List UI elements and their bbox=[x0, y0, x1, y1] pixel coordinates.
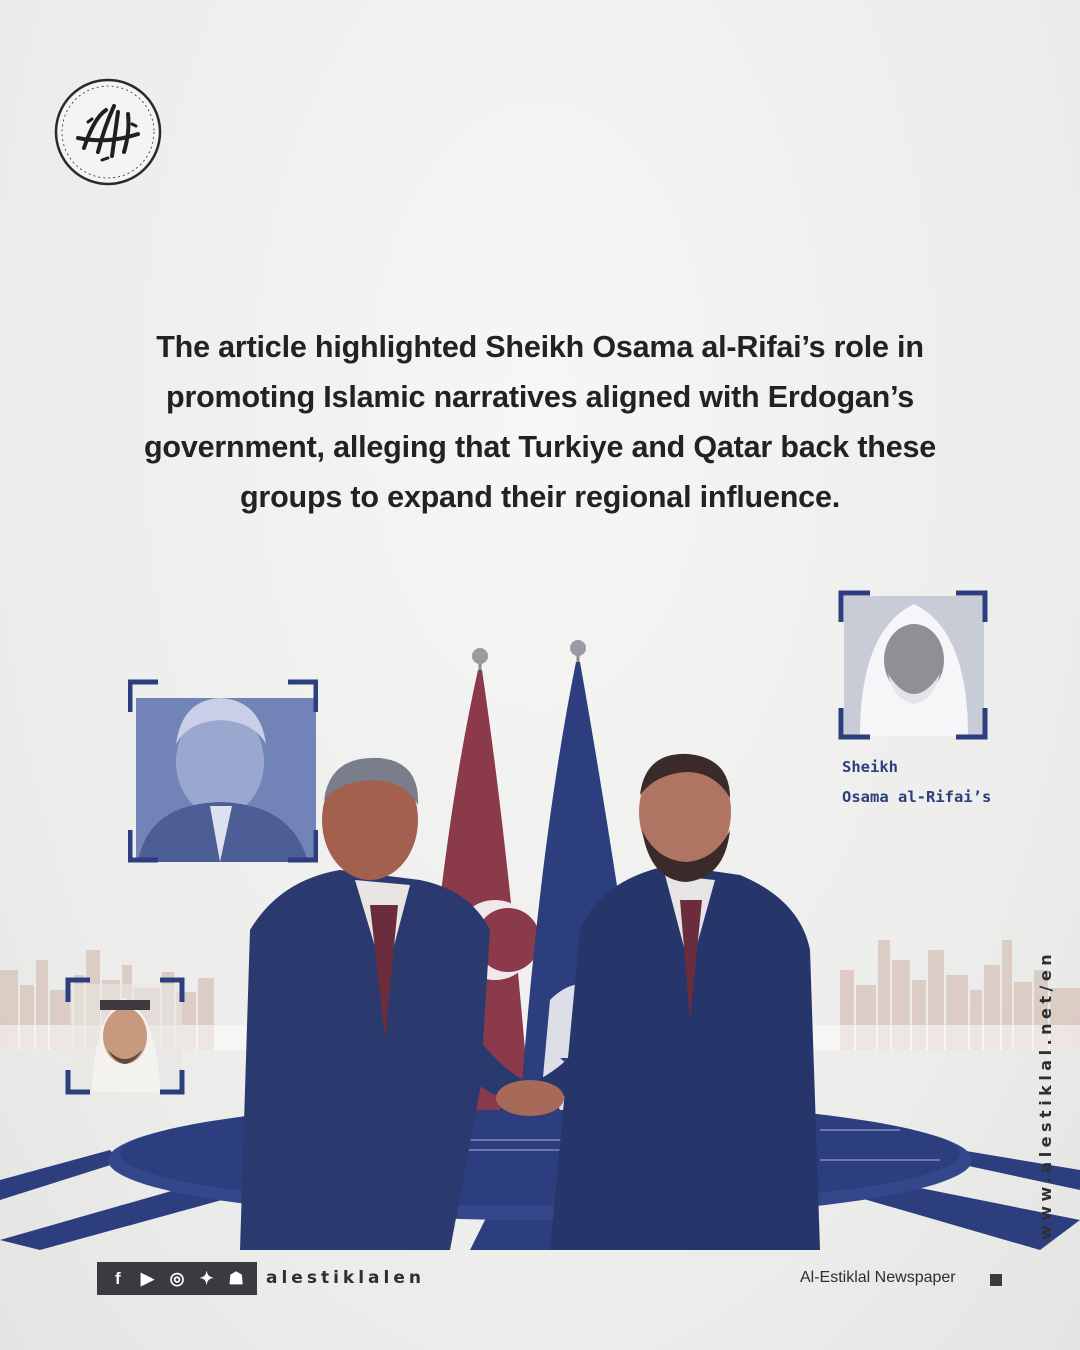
instagram-icon[interactable]: ◎ bbox=[169, 1269, 185, 1288]
portrait-bottom-left bbox=[64, 976, 186, 1096]
youtube-icon[interactable]: ▶ bbox=[140, 1269, 154, 1288]
social-handle[interactable]: alestiklalen bbox=[266, 1268, 425, 1288]
portrait-top-left bbox=[128, 678, 318, 864]
square-bullet-icon bbox=[990, 1274, 1002, 1286]
portrait-caption: Sheikh Osama al-Rifai’s bbox=[842, 758, 992, 806]
facebook-icon[interactable]: f bbox=[114, 1269, 121, 1288]
social-icons-bar bbox=[97, 1262, 257, 1295]
twitter-icon[interactable]: ✦ bbox=[199, 1269, 214, 1288]
logo-seal bbox=[54, 78, 162, 186]
portrait-sheikh bbox=[838, 590, 988, 740]
headline-text: The article highlighted Sheikh Osama al-Rifai’s role in promoting Islamic narratives aligned with Erdogan’s government, alleging that Turkiye and Qatar back these groups to expand their regional influence. bbox=[143, 330, 936, 514]
publisher-name: Al-Estiklal Newspaper bbox=[800, 1269, 956, 1286]
snapchat-icon[interactable]: ☗ bbox=[228, 1269, 244, 1288]
website-url-vertical[interactable]: www.alestiklal.net/en bbox=[1036, 949, 1055, 1240]
